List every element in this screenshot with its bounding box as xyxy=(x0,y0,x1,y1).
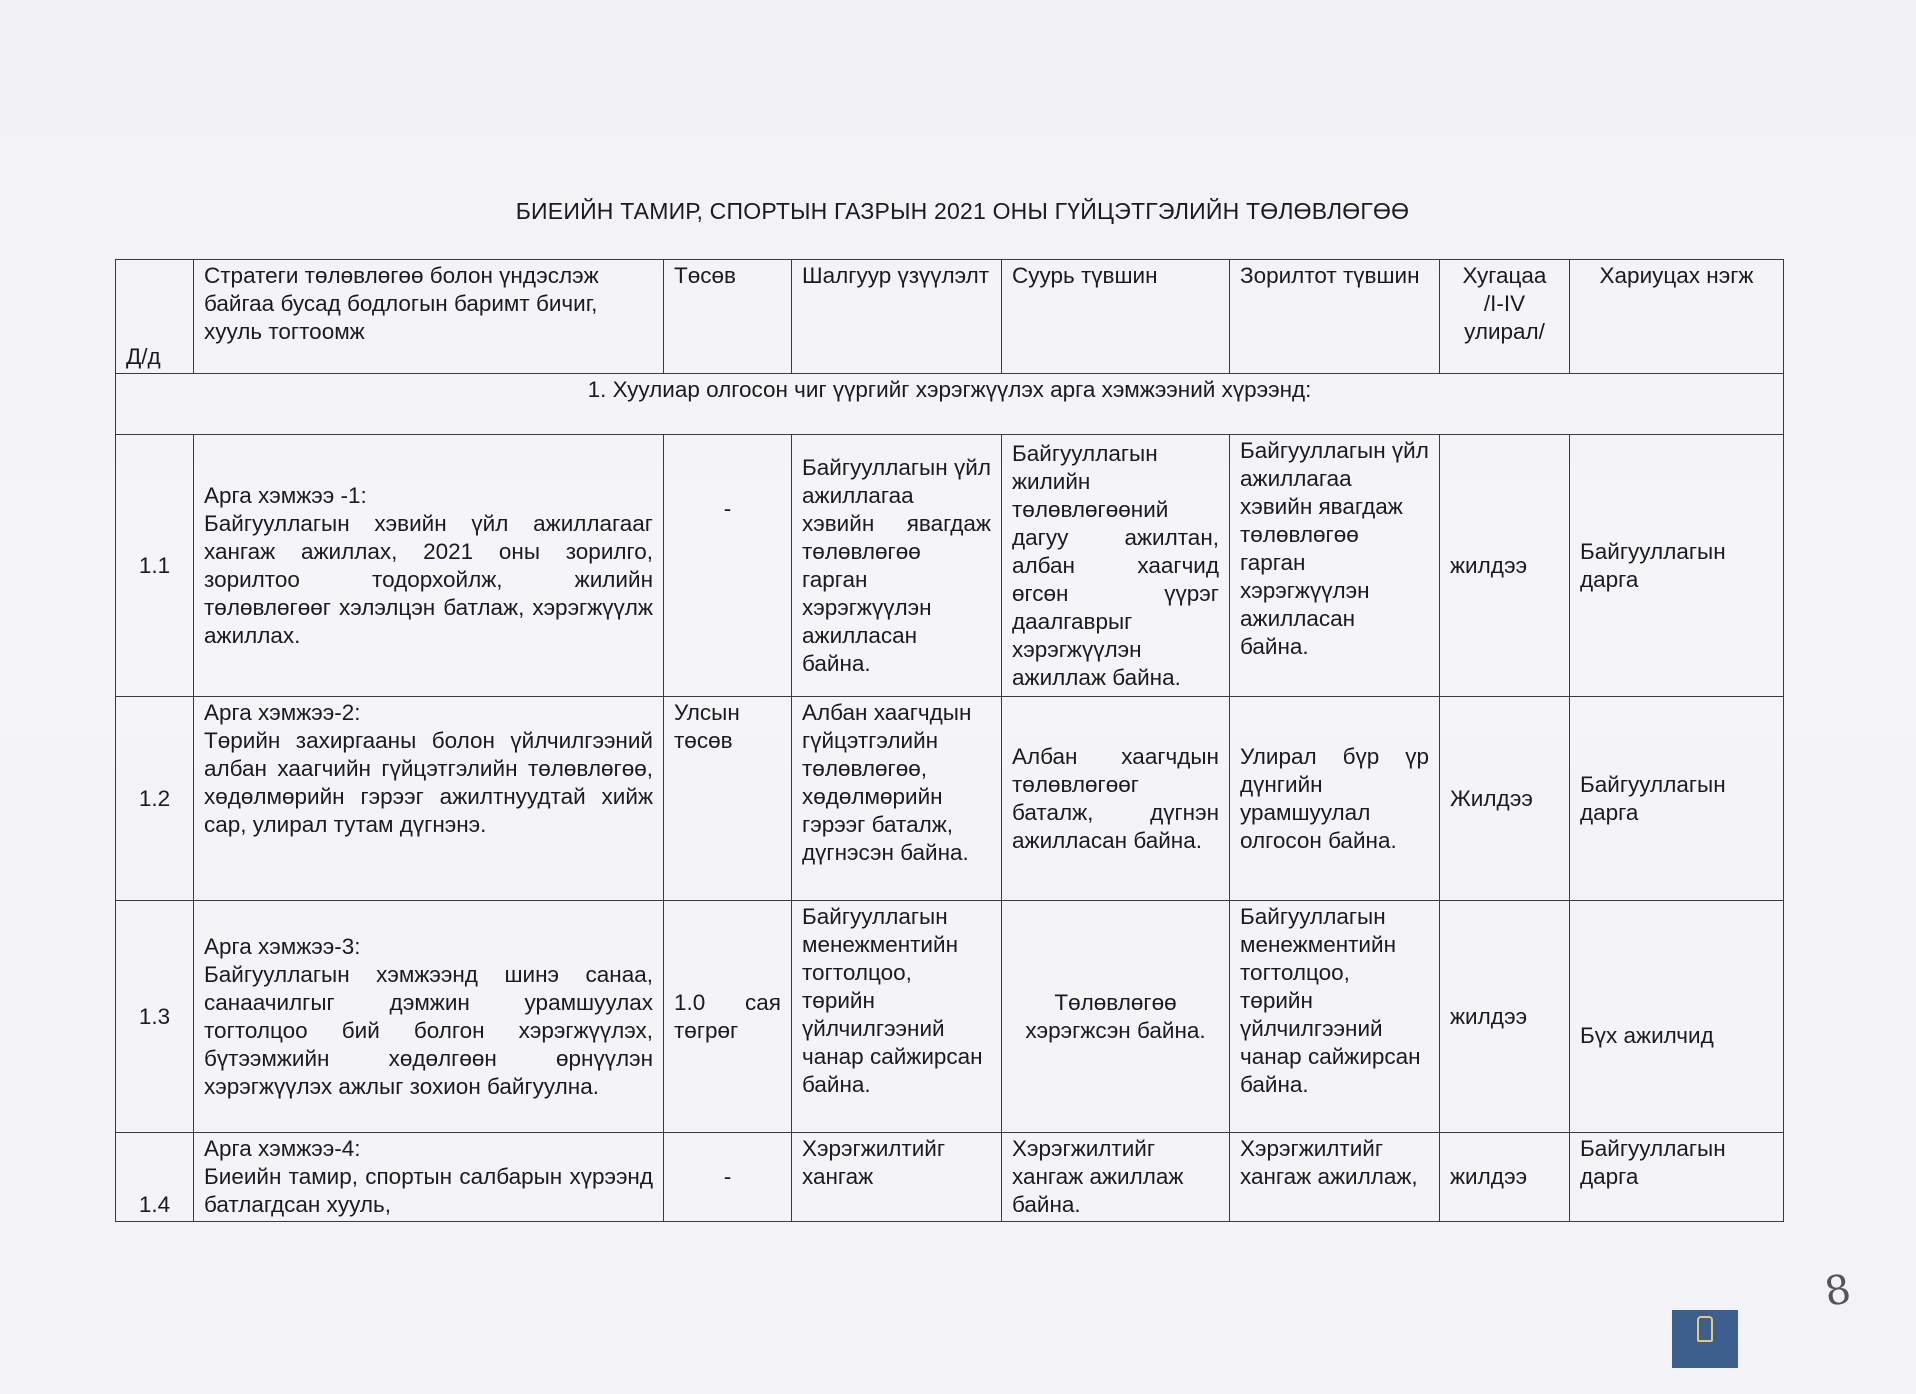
criteria-cell: Албан хаагчдын гүйцэтгэлийн төлөвлөгөө, хөдөлмөрийн гэрээг баталж, дүгнэсэн байна. xyxy=(792,697,1002,901)
budget-cell: - xyxy=(664,435,792,697)
criteria-cell: Байгууллагын менежментийн тогтолцоо, төрийн үйлчилгээний чанар сайжирсан байна. xyxy=(792,901,1002,1133)
budget-cell: - xyxy=(664,1133,792,1222)
col-header-strategy: Стратеги төлөвлөгөө болон үндэслэж байгаа бусад бодлогын баримт бичиг, хууль тогтоомж xyxy=(194,260,664,374)
col-header-budget: Төсөв xyxy=(664,260,792,374)
criteria-cell: Байгууллагын үйл ажиллагаа хэвийн явагдаж төлөвлөгөө гарган хэрэгжүүлэн ажилласан байна. xyxy=(792,435,1002,697)
action-title: Арга хэмжээ-3: xyxy=(204,933,361,959)
deadline-cell: жилдээ xyxy=(1440,901,1570,1133)
action-text: Биеийн тамир, спортын салбарын хүрээнд батлагдсан хууль, xyxy=(204,1164,653,1217)
action-title: Арга хэмжээ-2: xyxy=(204,700,361,725)
col-header-criteria: Шалгуур үзүүлэлт xyxy=(792,260,1002,374)
strategy-cell xyxy=(194,697,664,901)
row-number: 1.2 xyxy=(116,697,194,901)
baseline-cell: Байгууллагын жилийн төлөвлөгөөний дагуу ажилтан, албан хаагчид өгсөн үүрэг даалгаврыг хэрэгжүүлэн ажиллаж байна. xyxy=(1002,435,1230,697)
strategy-cell xyxy=(194,901,664,1133)
baseline-cell: Төлөвлөгөө хэрэгжсэн байна. xyxy=(1002,901,1230,1133)
responsible-cell: Байгууллагын дарга xyxy=(1570,1133,1784,1222)
target-cell: Хэрэгжилтийг хангаж ажиллаж, xyxy=(1230,1133,1440,1222)
row-number: 1.1 xyxy=(116,435,194,697)
strategy-cell xyxy=(194,1133,664,1222)
responsible-cell: Байгууллагын дарга xyxy=(1570,697,1784,901)
action-text: Байгууллагын хэвийн үйл ажиллагааг хангаж ажиллах, 2021 оны зорилго, зорилтоо тодорхойлж, жилийн төлөвлөгөөг хэлэлцэн батлаж, хэрэгжүүлж ажиллах. xyxy=(204,510,653,648)
action-text: Байгууллагын хэмжээнд шинэ санаа, санаачилгыг дэмжин урамшуулах тогтолцоо бий болгон хэрэгжүүлэх, бүтээмжийн хөдөлгөөн өрнүүлэн хэрэгжүүлэх ажлыг зохион байгуулна. xyxy=(204,961,653,1099)
soyombo-icon xyxy=(1697,1316,1713,1342)
row-number: 1.3 xyxy=(116,901,194,1133)
criteria-cell: Хэрэгжилтийг хангаж xyxy=(792,1133,1002,1222)
target-cell: Улирал бүр үр дүнгийн урамшуулал олгосон байна. xyxy=(1230,697,1440,901)
col-header-no: Д/д xyxy=(116,260,194,374)
deadline-cell: жилдээ xyxy=(1440,1133,1570,1222)
baseline-cell: Албан хаагчдын төлөвлөгөөг баталж, дүгнэн ажилласан байна. xyxy=(1002,697,1230,901)
col-header-target: Зорилтот түвшин xyxy=(1230,260,1440,374)
strategy-cell xyxy=(194,435,664,697)
table-row xyxy=(116,697,1784,901)
col-header-responsible: Хариуцах нэгж xyxy=(1570,260,1784,374)
col-header-deadline: Хугацаа /I-IV улирал/ xyxy=(1440,260,1570,374)
action-text: Төрийн захиргааны болон үйлчилгээний албан хаагчийн гүйцэтгэлийн төлөвлөгөө, хөдөлмөрийн гэрээг ажилтнуудтай хийж сар, улирал тутам дүгнэнэ. xyxy=(204,728,653,837)
budget-cell: 1.0 сая төгрөг xyxy=(664,901,792,1133)
section-row xyxy=(116,374,1784,435)
action-title: Арга хэмжээ-4: xyxy=(204,1136,361,1161)
handwritten-page-mark: 8 xyxy=(1821,1266,1855,1316)
deadline-cell: Жилдээ xyxy=(1440,697,1570,901)
header-row xyxy=(116,260,1784,374)
stamp-logo xyxy=(1672,1310,1738,1368)
deadline-cell: жилдээ xyxy=(1440,435,1570,697)
row-number: 1.4 xyxy=(116,1133,194,1222)
section-heading: 1. Хуулиар олгосон чиг үүргийг хэрэгжүүлэх арга хэмжээний хүрээнд: xyxy=(116,374,1784,435)
table-row xyxy=(116,901,1784,1133)
responsible-cell: Бүх ажилчид xyxy=(1570,901,1784,1133)
plan-table xyxy=(115,259,1784,1222)
action-title: Арга хэмжээ -1: xyxy=(204,482,367,508)
col-header-baseline: Суурь түвшин xyxy=(1002,260,1230,374)
budget-cell: Улсын төсөв xyxy=(664,697,792,901)
document-title: БИЕИЙН ТАМИР, СПОРТЫН ГАЗРЫН 2021 ОНЫ ГҮЙЦЭТГЭЛИЙН ТӨЛӨВЛӨГӨӨ xyxy=(515,198,1410,224)
table-row xyxy=(116,435,1784,697)
target-cell: Байгууллагын үйл ажиллагаа хэвийн явагдаж төлөвлөгөө гарган хэрэгжүүлэн ажилласан байна. xyxy=(1230,435,1440,697)
baseline-cell: Хэрэгжилтийг хангаж ажиллаж байна. xyxy=(1002,1133,1230,1222)
table-row xyxy=(116,1133,1784,1222)
target-cell: Байгууллагын менежментийн тогтолцоо, төрийн үйлчилгээний чанар сайжирсан байна. xyxy=(1230,901,1440,1133)
responsible-cell: Байгууллагын дарга xyxy=(1570,435,1784,697)
